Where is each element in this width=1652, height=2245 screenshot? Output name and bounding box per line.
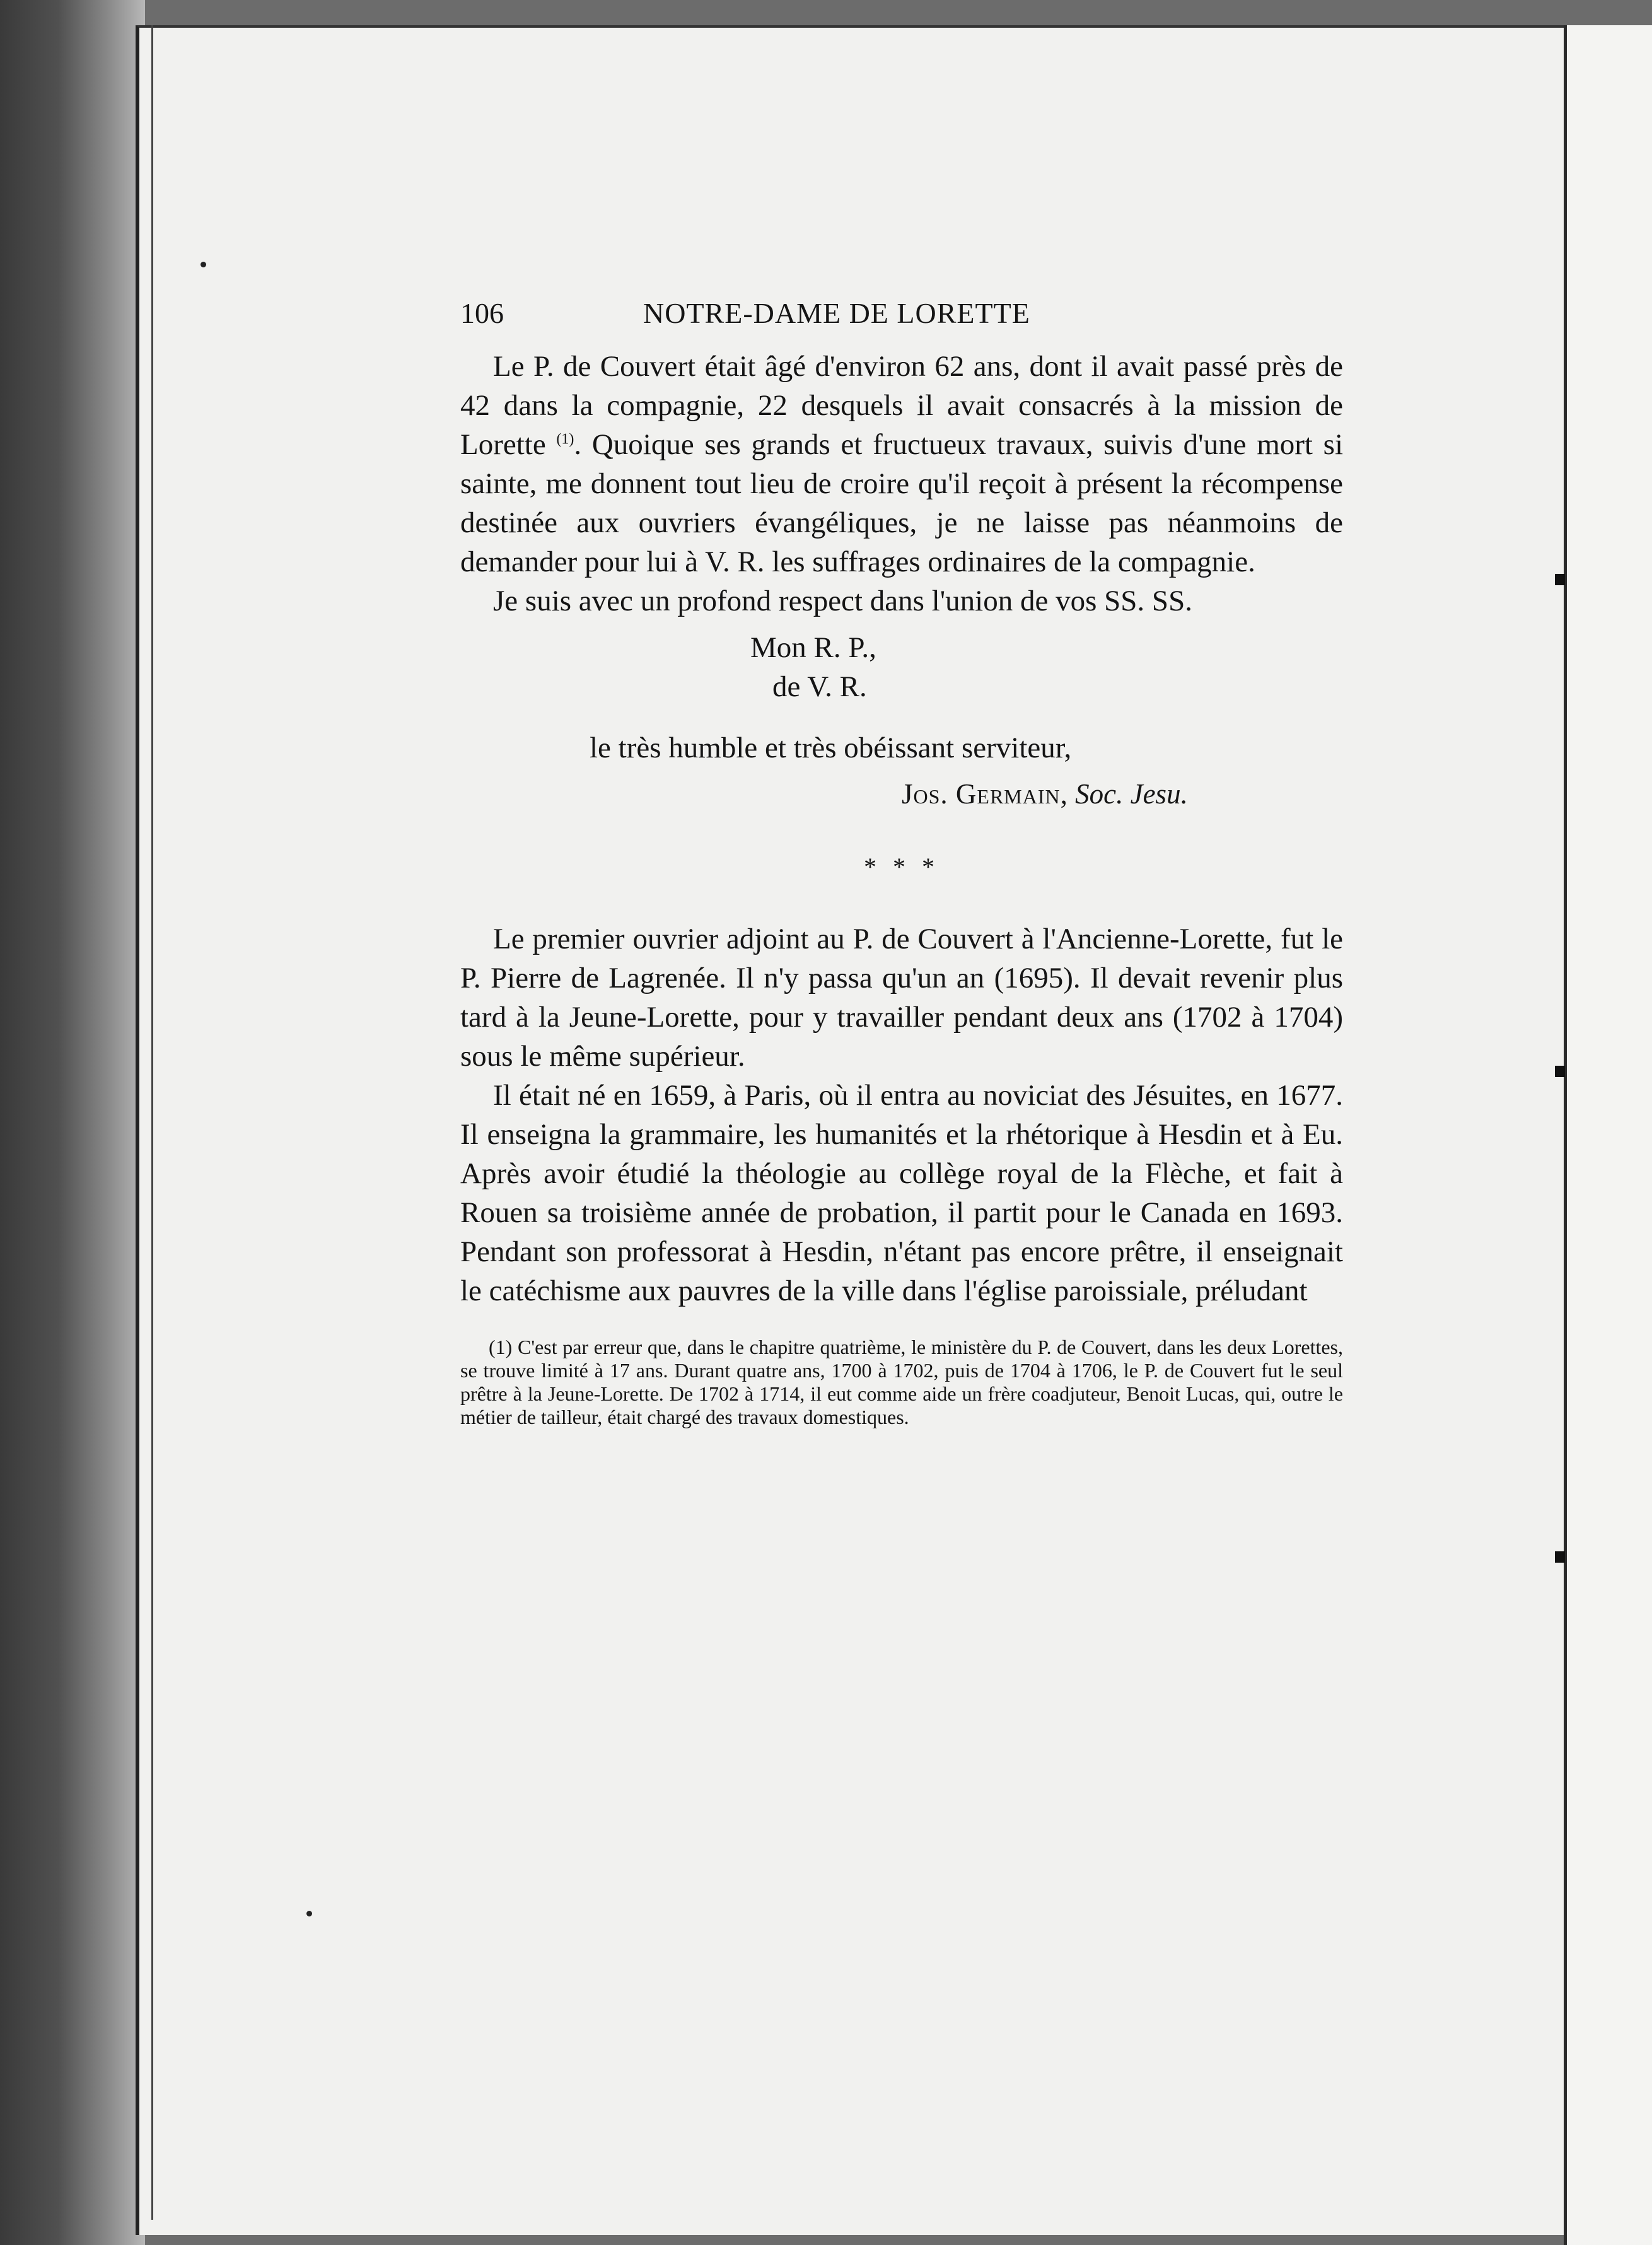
footnote-ref: (1) [556, 431, 574, 448]
paragraph-2: Je suis avec un profond respect dans l'union de vos SS. SS. [493, 585, 1192, 617]
book-binding-edge [0, 0, 145, 2245]
page-number: 106 [460, 297, 504, 329]
page-gutter-line [151, 25, 153, 2220]
salutation-line-3: le très humble et très obéissant serviteur, [590, 732, 1072, 764]
paragraph-1 [460, 347, 1343, 581]
paragraph-1-text-b: . Quoique ses grands et fructueux travaux, suivis d'une mort si sainte, me donnent tout lieu de croire qu'il reçoit à présent la récompense destinée aux ouvriers évangéliques, je ne laisse pas néanmoins de demander pour lui à V. R. les suffrages ordinaires de la compagnie. [460, 428, 1344, 578]
signature [460, 774, 1343, 814]
running-title: NOTRE-DAME DE LORETTE [643, 297, 1030, 329]
next-page-edge [1564, 25, 1652, 2245]
section-separator: * * * [864, 853, 939, 881]
paragraph-4: Il était né en 1659, à Paris, où il entra au noviciat des Jésuites, en 1677. Il enseigna la grammaire, les humanités et la rhétorique à Hesdin et à Eu. Après avoir étudié la théologie au collège royal de la Flèche, et fait à Rouen sa troisième année de probation, il partit pour le Canada en 1693. Pendant son professorat à Hesdin, n'étant pas encore prêtre, il enseignait le catéchisme aux pauvres de la ville dans l'église paroissiale, préludant [460, 1079, 1343, 1307]
speck [306, 1911, 312, 1916]
page-text [460, 296, 1343, 1449]
edge-mark [1555, 1551, 1565, 1563]
page-header [460, 296, 1343, 347]
edge-mark [1555, 1066, 1565, 1077]
paragraph-1-text-a: Le P. de Couvert était âgé d'environ 62 ans, dont il avait passé près de 42 dans la compagnie, 22 desquels il avait consacrés à la mission de Lorette [460, 350, 1343, 461]
salutation-line-2: de V. R. [772, 670, 867, 703]
salutation-line-1: Mon R. P., [750, 631, 876, 664]
paragraph-3: Le premier ouvrier adjoint au P. de Couvert à l'Ancienne-Lorette, fut le P. Pierre de Lagrenée. Il n'y passa qu'un an (1695). Il devait revenir plus tard à la Jeune-Lorette, pour y travailler pendant deux ans (1702 à 1704) sous le même supérieur. [460, 923, 1343, 1073]
speck [201, 262, 206, 267]
edge-mark [1555, 574, 1565, 585]
footnote: (1) C'est par erreur que, dans le chapitre quatrième, le ministère du P. de Couvert, dans les deux Lorettes, se trouve limité à 17 ans. Durant quatre ans, 1700 à 1702, puis de 1704 à 1706, le P. de Couvert fut le seul prêtre à la Jeune-Lorette. De 1702 à 1714, il eut comme aide un frère coadjuteur, Benoit Lucas, qui, outre le métier de tailleur, était chargé des travaux domestiques. [460, 1336, 1343, 1428]
signature-society: Soc. Jesu. [1075, 778, 1188, 810]
signature-name: Jos. Germain, [902, 778, 1068, 810]
